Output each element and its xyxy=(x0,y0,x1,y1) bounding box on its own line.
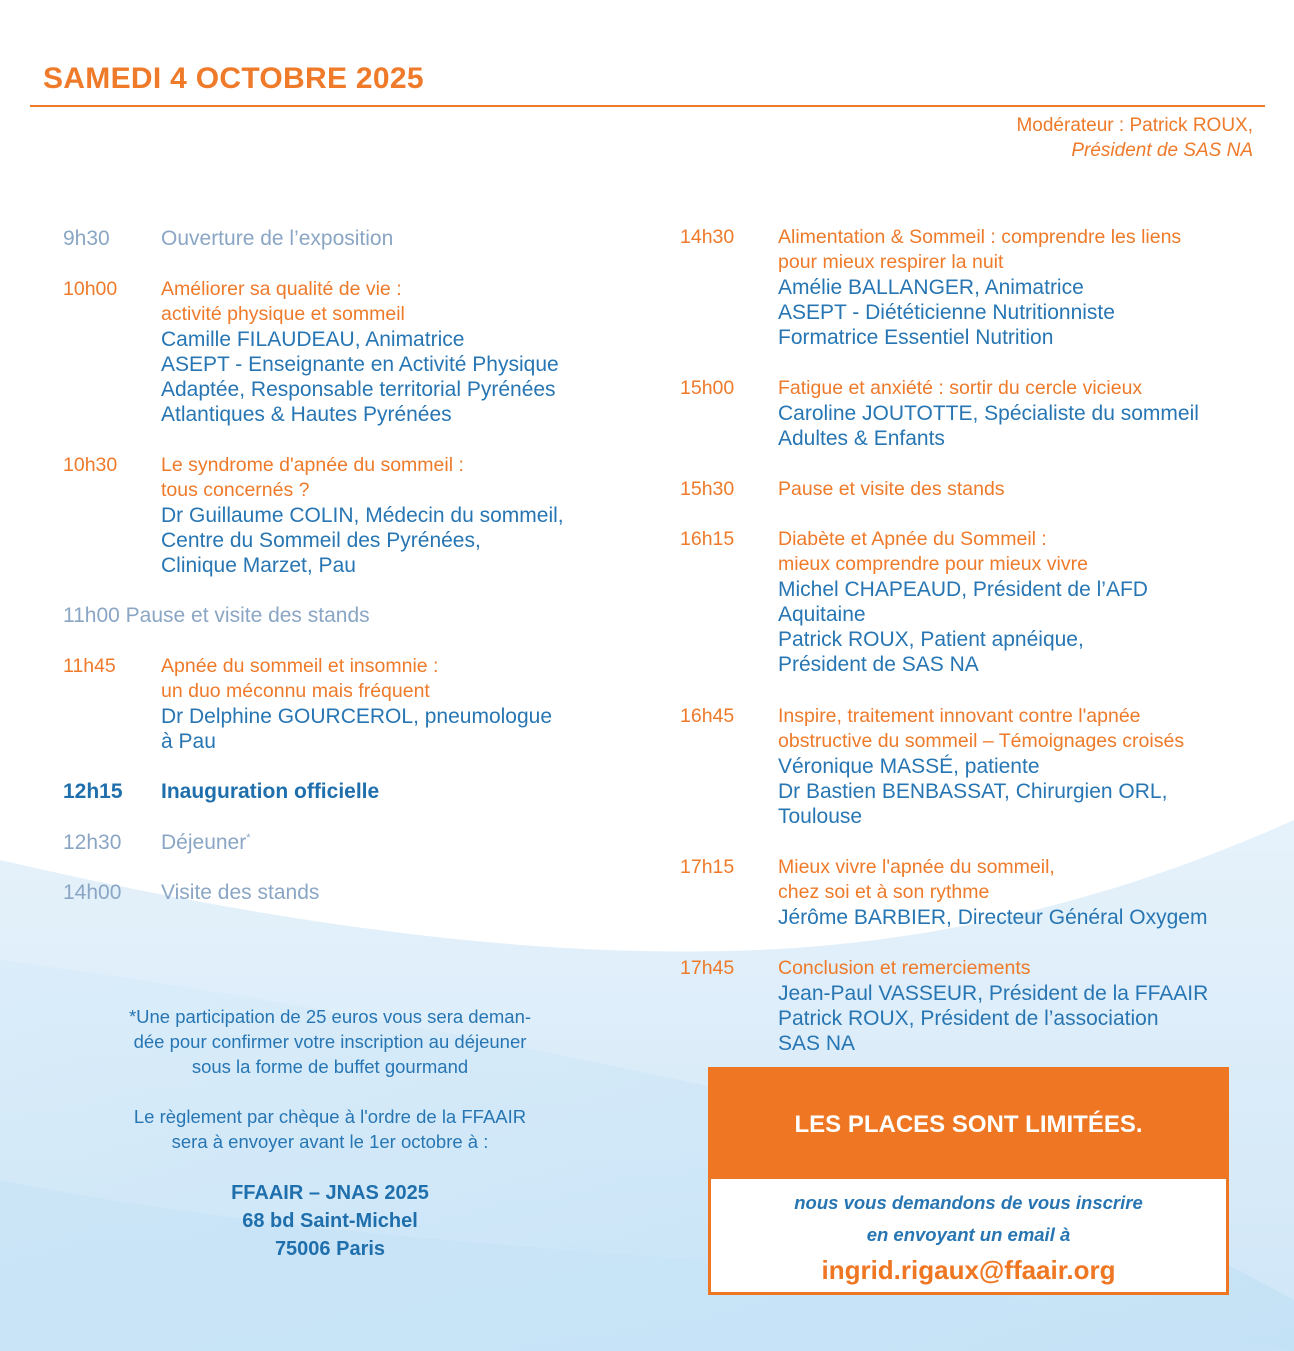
program-topic: Le syndrome d'apnée du sommeil : tous concernés ? xyxy=(161,454,464,501)
program-topic: Ouverture de l’exposition xyxy=(161,227,394,250)
program-topic: Fatigue et anxiété : sortir du cercle vicieux xyxy=(778,377,1143,399)
program-speaker: Michel CHAPEAUD, Président de l’AFD Aquitaine Patrick ROUX, Patient apnéique, Président de SAS NA xyxy=(778,578,1148,676)
program-topic: Alimentation & Sommeil : comprendre les liens pour mieux respirer la nuit xyxy=(778,226,1182,273)
program-time: 11h45 xyxy=(63,655,116,677)
program-item-1715 xyxy=(680,855,1207,930)
program-topic: Diabète et Apnée du Sommeil : mieux comprendre pour mieux vivre xyxy=(778,528,1088,575)
payment-note: Le règlement par chèque à l'ordre de la FFAAIR sera à envoyer avant le 1er octobre à : xyxy=(133,1106,527,1152)
program-topic: Inauguration officielle xyxy=(161,780,380,803)
program-item-1030 xyxy=(63,453,564,578)
program-speaker: Jérôme BARBIER, Directeur Général Oxygem xyxy=(778,906,1208,929)
participation-note: *Une participation de 25 euros vous sera deman- dée pour confirmer votre inscription au déjeuner sous la forme de buffet gourmand xyxy=(128,1006,532,1077)
program-speaker: Amélie BALLANGER, Animatrice ASEPT - Diététicienne Nutritionniste Formatrice Essentiel Nutrition xyxy=(778,276,1115,349)
program-item-1400 xyxy=(63,880,319,905)
title-divider xyxy=(30,105,1265,107)
program-time: 15h30 xyxy=(680,478,735,500)
program-speaker: Dr Delphine GOURCEROL, pneumologue à Pau xyxy=(161,705,553,753)
program-speaker: Caroline JOUTOTTE, Spécialiste du sommeil Adultes & Enfants xyxy=(778,402,1199,450)
program-time: 15h00 xyxy=(680,377,735,399)
registration-line-2: en envoyant un email à xyxy=(866,1224,1071,1245)
program-topic: Améliorer sa qualité de vie : activité physique et sommeil xyxy=(161,278,405,325)
registration-line-1: nous vous demandons de vous inscrire xyxy=(794,1192,1143,1213)
program-speaker: Véronique MASSÉ, patiente Dr Bastien BENBASSAT, Chirurgien ORL, Toulouse xyxy=(778,755,1168,828)
footnote-marker: * xyxy=(246,832,251,844)
program-time: 17h45 xyxy=(680,957,735,979)
program-item-1215 xyxy=(63,779,379,804)
program-item-1745 xyxy=(680,956,1208,1056)
program-topic-text: Déjeuner xyxy=(161,831,247,854)
program-topic: Conclusion et remerciements xyxy=(778,957,1031,979)
program-topic: Inspire, traitement innovant contre l'apnée obstructive du sommeil – Témoignages croisés xyxy=(778,705,1185,752)
moderator-block xyxy=(1016,113,1253,163)
program-speaker: Jean-Paul VASSEUR, Président de la FFAAIR Patrick ROUX, Président de l’association SAS NA xyxy=(778,982,1209,1055)
page-title: SAMEDI 4 OCTOBRE 2025 xyxy=(43,62,424,95)
program-time: 14h30 xyxy=(680,226,735,248)
program-item-1000 xyxy=(63,277,559,427)
registration-heading: LES PLACES SONT LIMITÉES. xyxy=(711,1070,1226,1179)
program-time: 16h45 xyxy=(680,705,735,727)
program-item-1145 xyxy=(63,654,552,754)
moderator-name: Modérateur : Patrick ROUX, xyxy=(1016,115,1253,136)
program-item-1500 xyxy=(680,376,1199,451)
program-item-1530 xyxy=(680,477,1005,502)
program-topic: Apnée du sommeil et insomnie : un duo méconnu mais fréquent xyxy=(161,655,439,702)
registration-email-link[interactable]: ingrid.rigaux@ffaair.org xyxy=(821,1255,1116,1285)
program-topic: Mieux vivre l'apnée du sommeil, chez soi et à son rythme xyxy=(778,856,1055,903)
program-time: 10h30 xyxy=(63,454,118,476)
program-item-1645 xyxy=(680,704,1184,829)
program-time: 12h30 xyxy=(63,831,122,854)
program-topic: Visite des stands xyxy=(161,881,320,904)
program-item-1430 xyxy=(680,225,1181,350)
program-time: 16h15 xyxy=(680,528,735,550)
postal-address: FFAAIR – JNAS 2025 68 bd Saint-Michel 75006 Paris xyxy=(231,1182,429,1260)
program-time: 17h15 xyxy=(680,856,735,878)
program-item-1230 xyxy=(63,830,251,855)
registration-box xyxy=(708,1067,1229,1295)
program-time: 14h00 xyxy=(63,881,122,904)
program-item-0930 xyxy=(63,226,393,251)
pause-line: 11h00 Pause et visite des stands xyxy=(63,604,370,627)
program-item-1615 xyxy=(680,527,1148,677)
program-time: 9h30 xyxy=(63,227,110,250)
registration-instructions xyxy=(711,1179,1226,1251)
program-time: 10h00 xyxy=(63,278,118,300)
moderator-role: Président de SAS NA xyxy=(1071,140,1253,161)
program-topic xyxy=(161,830,251,855)
program-speaker: Dr Guillaume COLIN, Médecin du sommeil, Centre du Sommeil des Pyrénées, Clinique Marzet, Pau xyxy=(161,504,564,577)
program-speaker: Camille FILAUDEAU, Animatrice ASEPT - Enseignante en Activité Physique Adaptée, Responsable territorial Pyrénées Atlantiques & Hautes Pyrénées xyxy=(161,328,559,426)
program-topic: Pause et visite des stands xyxy=(778,478,1005,500)
program-time: 12h15 xyxy=(63,780,123,803)
